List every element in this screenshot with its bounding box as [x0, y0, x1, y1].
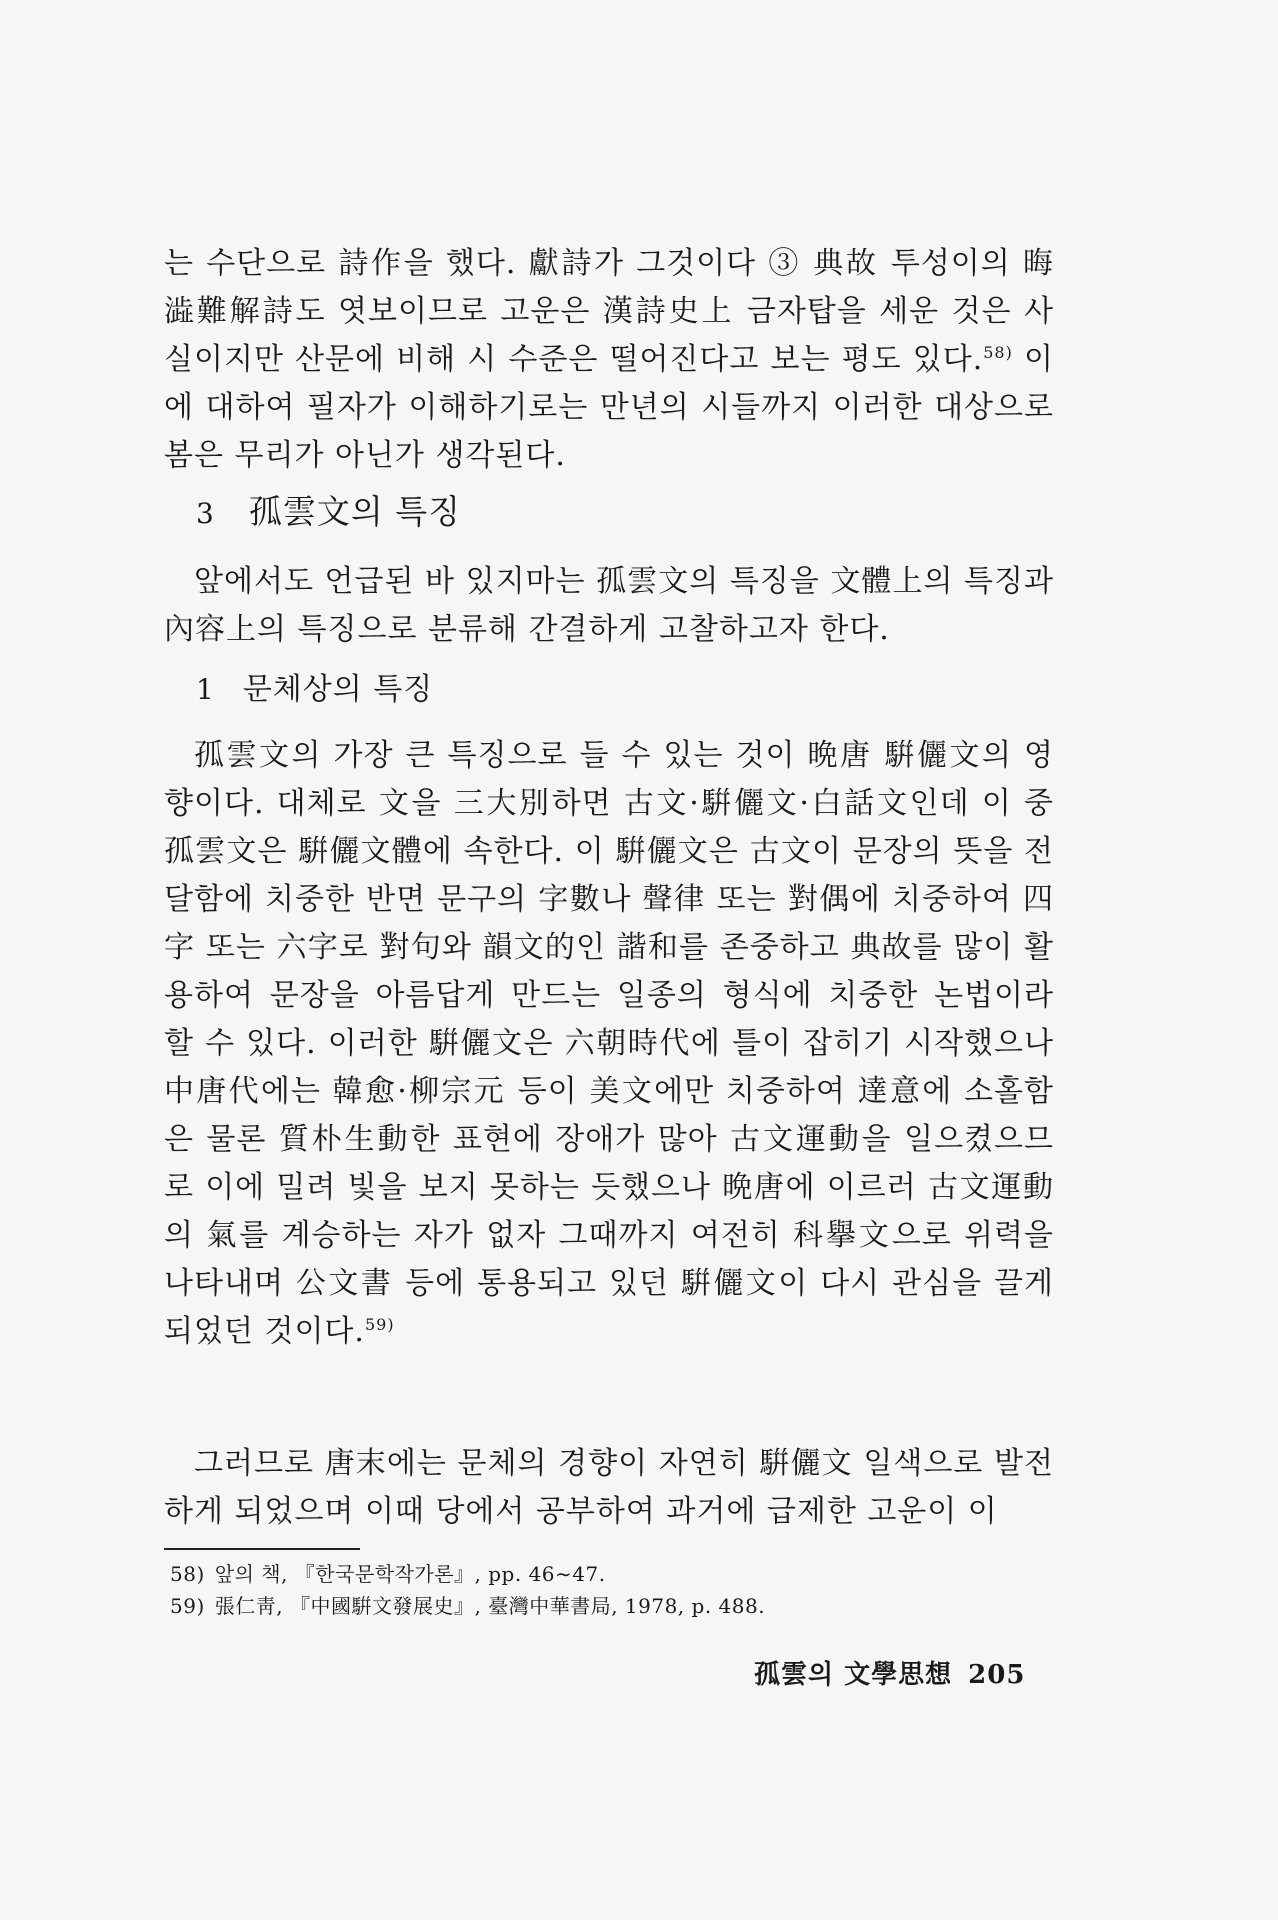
paragraph-top-text-after: 이에 대하여 필자가 이해하기로는 만년의 시들까지 이러한 대상으로 봄은 무리가 아닌가 생각된다. [164, 342, 1054, 473]
footnote-ref-58: 58) [983, 343, 1013, 362]
paragraph-last-text: 그러므로 唐末에는 문체의 경향이 자연히 騈儷文 일색으로 발전하게 되었으며 이때 당에서 공부하여 과거에 급제한 고운이 이 [164, 1446, 1054, 1529]
footnote-58 [170, 1558, 1050, 1590]
footnote-text: 앞의 책, 『한국문학작가론』, pp. 46∼47. [214, 1562, 606, 1586]
footnote-text: 張仁靑, 『中國騈文發展史』, 臺灣中華書局, 1978, p. 488. [214, 1594, 766, 1618]
paragraph-style [164, 732, 1054, 1356]
footnote-divider [164, 1548, 360, 1550]
subsection-title: 문체상의 특징 [242, 672, 434, 707]
paragraph-style-text: 孤雲文의 가장 큰 특징으로 들 수 있는 것이 晩唐 騈儷文의 영향이다. 대체로 文을 三大別하면 古文·騈儷文·白話文인데 이 중 孤雲文은 騈儷文體에 속한다. 이 騈儷文은 古文이 문장의 뜻을 전달함에 치중한 반면 문구의 字數나 聲律 또는 對偶에 치중하여 四字 또는 六字로 對句와 韻文的인 諧和를 존중하고 典故를 많이 활용하여 문장을 아름답게 만드는 일종의 형식에 치중한 논법이라 할 수 있다. 이러한 騈儷文은 六朝時代에 틀이 잡히기 시작했으나 中唐代에는 韓愈·柳宗元 등이 美文에만 치중하여 達意에 소홀함은 물론 質朴生動한 표현에 장애가 많아 古文運動을 일으켰으므로 이에 밀려 빛을 보지 못하는 듯했으나 晩唐에 이르러 古文運動의 氣를 계승하는 자가 없자 그때까지 여전히 科擧文으로 위력을 나타내며 公文書 등에 통용되고 있던 騈儷文이 다시 관심을 끌게 되었던 것이다. [164, 738, 1054, 1349]
paragraph-top [164, 240, 1054, 480]
running-footer [754, 1654, 1025, 1691]
paragraph-last [164, 1440, 1054, 1536]
subsection-number: 1 [196, 673, 215, 706]
page-number: 205 [968, 1660, 1026, 1690]
paragraph-intro-text: 앞에서도 언급된 바 있지마는 孤雲文의 특징을 文體上의 특징과 內容上의 특징으로 분류해 간결하게 고찰하고자 한다. [164, 564, 1054, 647]
section-number: 3 [196, 497, 215, 530]
section-heading [196, 486, 461, 533]
running-footer-title: 孤雲의 文學思想 [754, 1660, 953, 1690]
footnote-number: 59) [170, 1594, 205, 1618]
section-title: 孤雲文의 특징 [248, 492, 461, 531]
footnote-ref-59: 59) [364, 1315, 395, 1334]
paragraph-top-text: 는 수단으로 詩作을 했다. 獻詩가 그것이다 ③ 典故 투성이의 晦澁難解詩도 엿보이므로 고운은 漢詩史上 금자탑을 세운 것은 사실이지만 산문에 비해 시 수준은 떨어진다고 보는 평도 있다. [164, 246, 1054, 377]
subsection-heading [196, 664, 433, 708]
footnote-number: 58) [170, 1562, 205, 1586]
paragraph-intro [164, 558, 1054, 654]
footnote-59 [170, 1590, 1050, 1622]
footnotes [170, 1558, 1050, 1622]
